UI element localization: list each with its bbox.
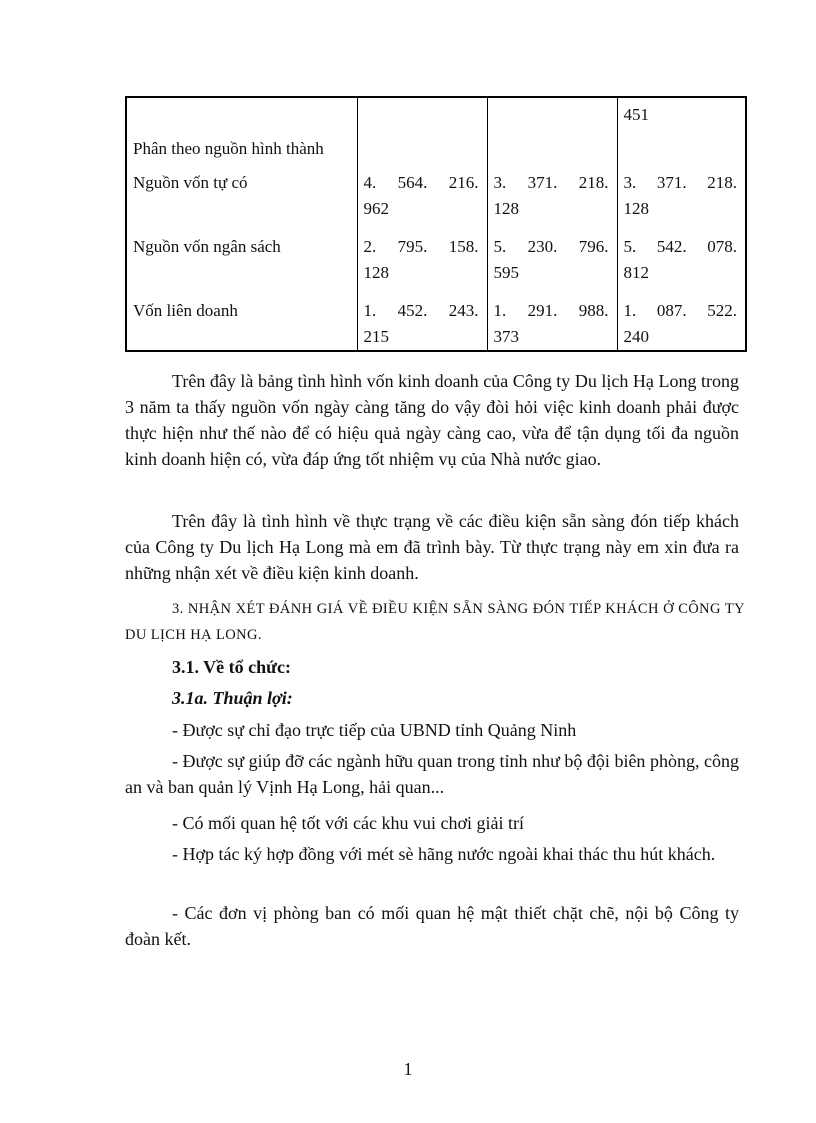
value-part: 1. [363, 301, 377, 320]
value-part: 218. [578, 173, 609, 192]
value-part: 373 [493, 327, 519, 346]
value-line [624, 196, 738, 222]
value-line [624, 298, 738, 324]
bullet-item-4: - Hợp tác ký hợp đồng với mét sè hãng nước ngoài khai thác thu hút khách. [172, 844, 716, 864]
value-part: 128 [363, 263, 389, 282]
page-number: 1 [403, 1059, 413, 1079]
value-line [624, 260, 738, 286]
value-part: 087. [656, 301, 687, 320]
subheading-3-1: 3.1. Về tổ chức: [172, 657, 291, 677]
value-line [624, 170, 738, 196]
value-part: 216. [448, 173, 479, 192]
value-part: 078. [707, 237, 737, 256]
value-part: 564. [397, 173, 428, 192]
value-line [364, 170, 479, 196]
bullet-item-3: - Có mối quan hệ tốt với các khu vui chơi giải trí [172, 813, 524, 833]
value-part: 215 [363, 327, 389, 346]
value-part: 240 [623, 327, 649, 346]
subheading-3-1a: 3.1a. Thuận lợi: [172, 688, 293, 708]
value-part: 230. [527, 237, 558, 256]
value-part: 291. [527, 301, 558, 320]
value-part: 988. [578, 301, 609, 320]
bullet-item-1: - Được sự chỉ đạo trực tiếp của UBND tỉnh Quảng Ninh [172, 720, 577, 740]
value-part: 451 [623, 105, 649, 124]
value-part: 796. [578, 237, 609, 256]
value-part: 3. [623, 173, 637, 192]
capital-table-body [126, 97, 746, 351]
value-cell [617, 290, 746, 351]
value-line [364, 196, 479, 222]
section-heading-3: 3. NHẬN XÉT ĐÁNH GIÁ VỀ ĐIỀU KIỆN SẴN SÀNG ĐÓN TIẾP KHÁCH Ở CÔNG TY DU LỊCH HẠ LONG. [125, 601, 745, 643]
value-part: 218. [707, 173, 737, 192]
value-part: 5. [493, 237, 507, 256]
row-label: Nguồn vốn ngân sách [126, 226, 357, 290]
value-cell [487, 290, 617, 351]
value-cell [357, 226, 487, 290]
value-line [624, 324, 738, 350]
value-part: 522. [707, 301, 737, 320]
value-part: 128 [493, 199, 519, 218]
value-part: 3. [493, 173, 507, 192]
value-part: 542. [656, 237, 687, 256]
value-part: 2. [363, 237, 377, 256]
capital-table [125, 96, 747, 352]
value-cell [617, 162, 746, 226]
value-part: 812 [623, 263, 649, 282]
value-cell [357, 290, 487, 351]
value-part: 962 [363, 199, 389, 218]
value-part: 371. [527, 173, 558, 192]
value-line [364, 324, 479, 350]
value-line [624, 234, 738, 260]
value-cell [357, 162, 487, 226]
value-part: 1. [493, 301, 507, 320]
table-row [126, 162, 746, 226]
value-line [494, 234, 609, 260]
paragraph-conditions-summary: Trên đây là tình hình về thực trạng về các điều kiện sẵn sàng đón tiếp khách của Công ty Du lịch Hạ Long mà em đã trình bày. Từ thực trạng này em xin đưa ra những nhận xét về điều kiện kinh doanh. [125, 511, 739, 583]
value-cell [617, 97, 746, 162]
value-line [494, 298, 609, 324]
value-part: 452. [397, 301, 428, 320]
value-part: 128 [623, 199, 649, 218]
value-line [494, 260, 609, 286]
value-line [494, 324, 609, 350]
paragraph-capital-summary: Trên đây là bảng tình hình vốn kinh doanh của Công ty Du lịch Hạ Long trong 3 năm ta thấy nguồn vốn ngày càng tăng do vậy đòi hỏi việc kinh doanh phải được thực hiện như thế nào để có hiệu quả ngày càng cao, vừa để tận dụng tối đa nguồn kinh doanh hiện có, vừa đáp ứng tốt nhiệm vụ của Nhà nước giao. [125, 371, 739, 469]
bullet-item-2: - Được sự giúp đỡ các ngành hữu quan trong tỉnh như bộ đội biên phòng, công an và ban quản lý Vịnh Hạ Long, hải quan... [125, 751, 739, 797]
value-line [494, 196, 609, 222]
value-cell [357, 97, 487, 162]
value-part: 1. [623, 301, 637, 320]
table-row [126, 290, 746, 351]
value-part: 158. [448, 237, 479, 256]
value-part: 595 [493, 263, 519, 282]
value-cell [487, 97, 617, 162]
value-part: 795. [397, 237, 428, 256]
value-line [364, 298, 479, 324]
row-label: Nguồn vốn tự có [126, 162, 357, 226]
table-row [126, 226, 746, 290]
value-part: 371. [656, 173, 687, 192]
value-cell [617, 226, 746, 290]
value-cell [487, 162, 617, 226]
value-line [364, 234, 479, 260]
value-part: 4. [363, 173, 377, 192]
bullet-item-5: - Các đơn vị phòng ban có mối quan hệ mật thiết chặt chẽ, nội bộ Công ty đoàn kết. [125, 903, 739, 949]
row-label: Vốn liên doanh [126, 290, 357, 351]
value-line [364, 260, 479, 286]
value-cell [487, 226, 617, 290]
value-part: 5. [623, 237, 637, 256]
value-line [494, 170, 609, 196]
table-row [126, 97, 746, 162]
value-line [624, 102, 738, 128]
value-part: 243. [448, 301, 479, 320]
row-label: Phân theo nguồn hình thành [126, 97, 357, 162]
